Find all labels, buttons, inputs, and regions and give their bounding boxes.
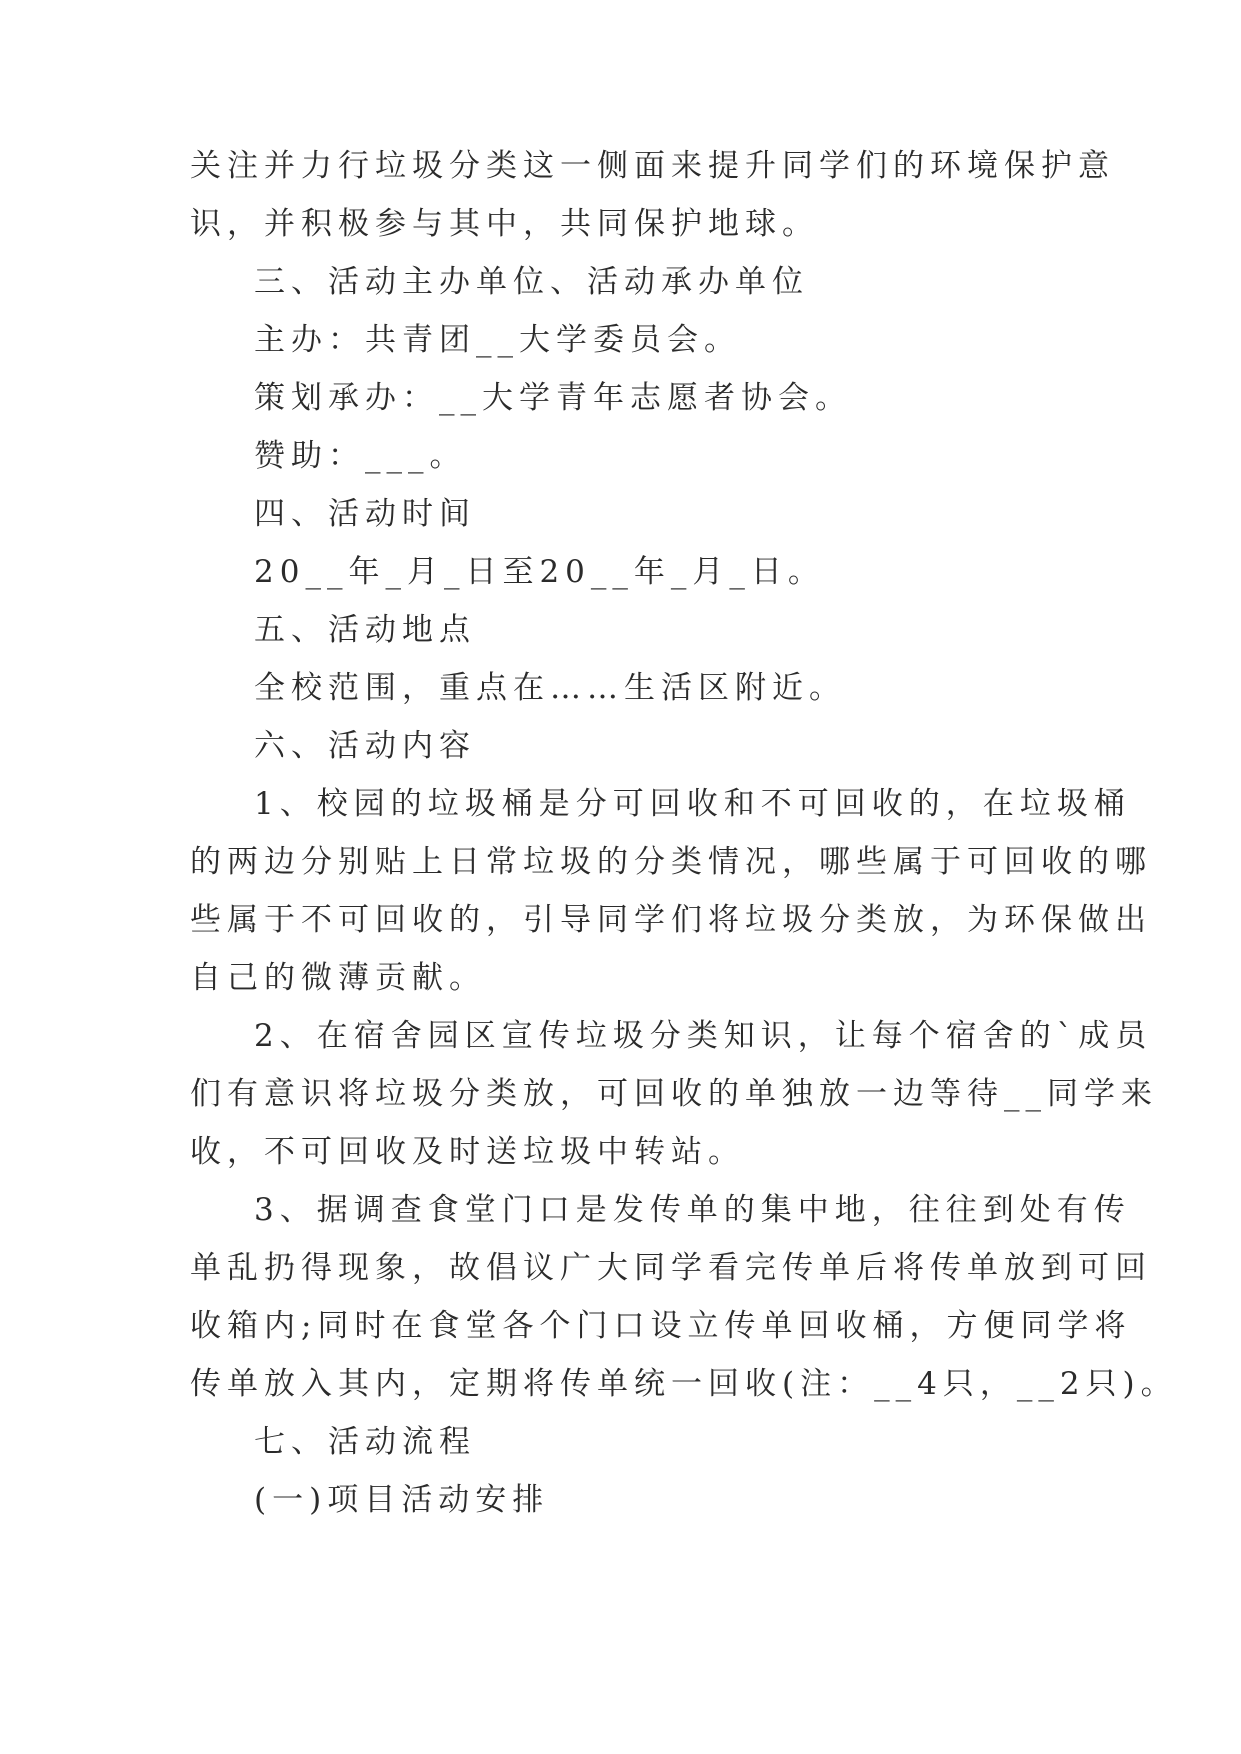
paragraph-line: 收箱内;同时在食堂各个门口设立传单回收桶，方便同学将 (190, 1308, 1132, 1344)
paragraph-line: 关注并力行垃圾分类这一侧面来提升同学们的环境保护意 (190, 148, 1115, 184)
paragraph-line: 20__年_月_日至20__年_月_日。 (254, 554, 825, 590)
paragraph-line: 策划承办：__大学青年志愿者协会。 (254, 380, 852, 416)
subsection-heading: (一)项目活动安排 (254, 1482, 550, 1518)
paragraph-line: 收，不可回收及时送垃圾中转站。 (190, 1134, 745, 1170)
section-heading: 七、活动流程 (254, 1424, 476, 1460)
paragraph-line: 单乱扔得现象，故倡议广大同学看完传单后将传单放到可回 (190, 1250, 1152, 1286)
section-heading: 三、活动主办单位、活动承办单位 (254, 264, 809, 300)
paragraph-line: 们有意识将垃圾分类放，可回收的单独放一边等待__同学来 (190, 1076, 1158, 1112)
paragraph-line: 3、据调查食堂门口是发传单的集中地，往往到处有传 (254, 1192, 1131, 1228)
paragraph-line: 1、校园的垃圾桶是分可回收和不可回收的，在垃圾桶 (254, 786, 1131, 822)
paragraph-line: 主办：共青团__大学委员会。 (254, 322, 741, 358)
paragraph-line: 些属于不可回收的，引导同学们将垃圾分类放，为环保做出 (190, 902, 1152, 938)
paragraph-line: 的两边分别贴上日常垃圾的分类情况，哪些属于可回收的哪 (190, 844, 1152, 880)
paragraph-line: 全校范围，重点在……生活区附近。 (254, 670, 846, 706)
paragraph-line: 识，并积极参与其中，共同保护地球。 (190, 206, 819, 242)
paragraph-line: 自己的微薄贡献。 (190, 960, 486, 996)
paragraph-line: 2、在宿舍园区宣传垃圾分类知识，让每个宿舍的`成员 (254, 1018, 1153, 1054)
paragraph-line: 传单放入其内，定期将传单统一回收(注：__4只，__2只)。 (190, 1366, 1178, 1402)
section-heading: 四、活动时间 (254, 496, 476, 532)
section-heading: 六、活动内容 (254, 728, 476, 764)
paragraph-line: 赞助：___。 (254, 438, 467, 474)
section-heading: 五、活动地点 (254, 612, 476, 648)
